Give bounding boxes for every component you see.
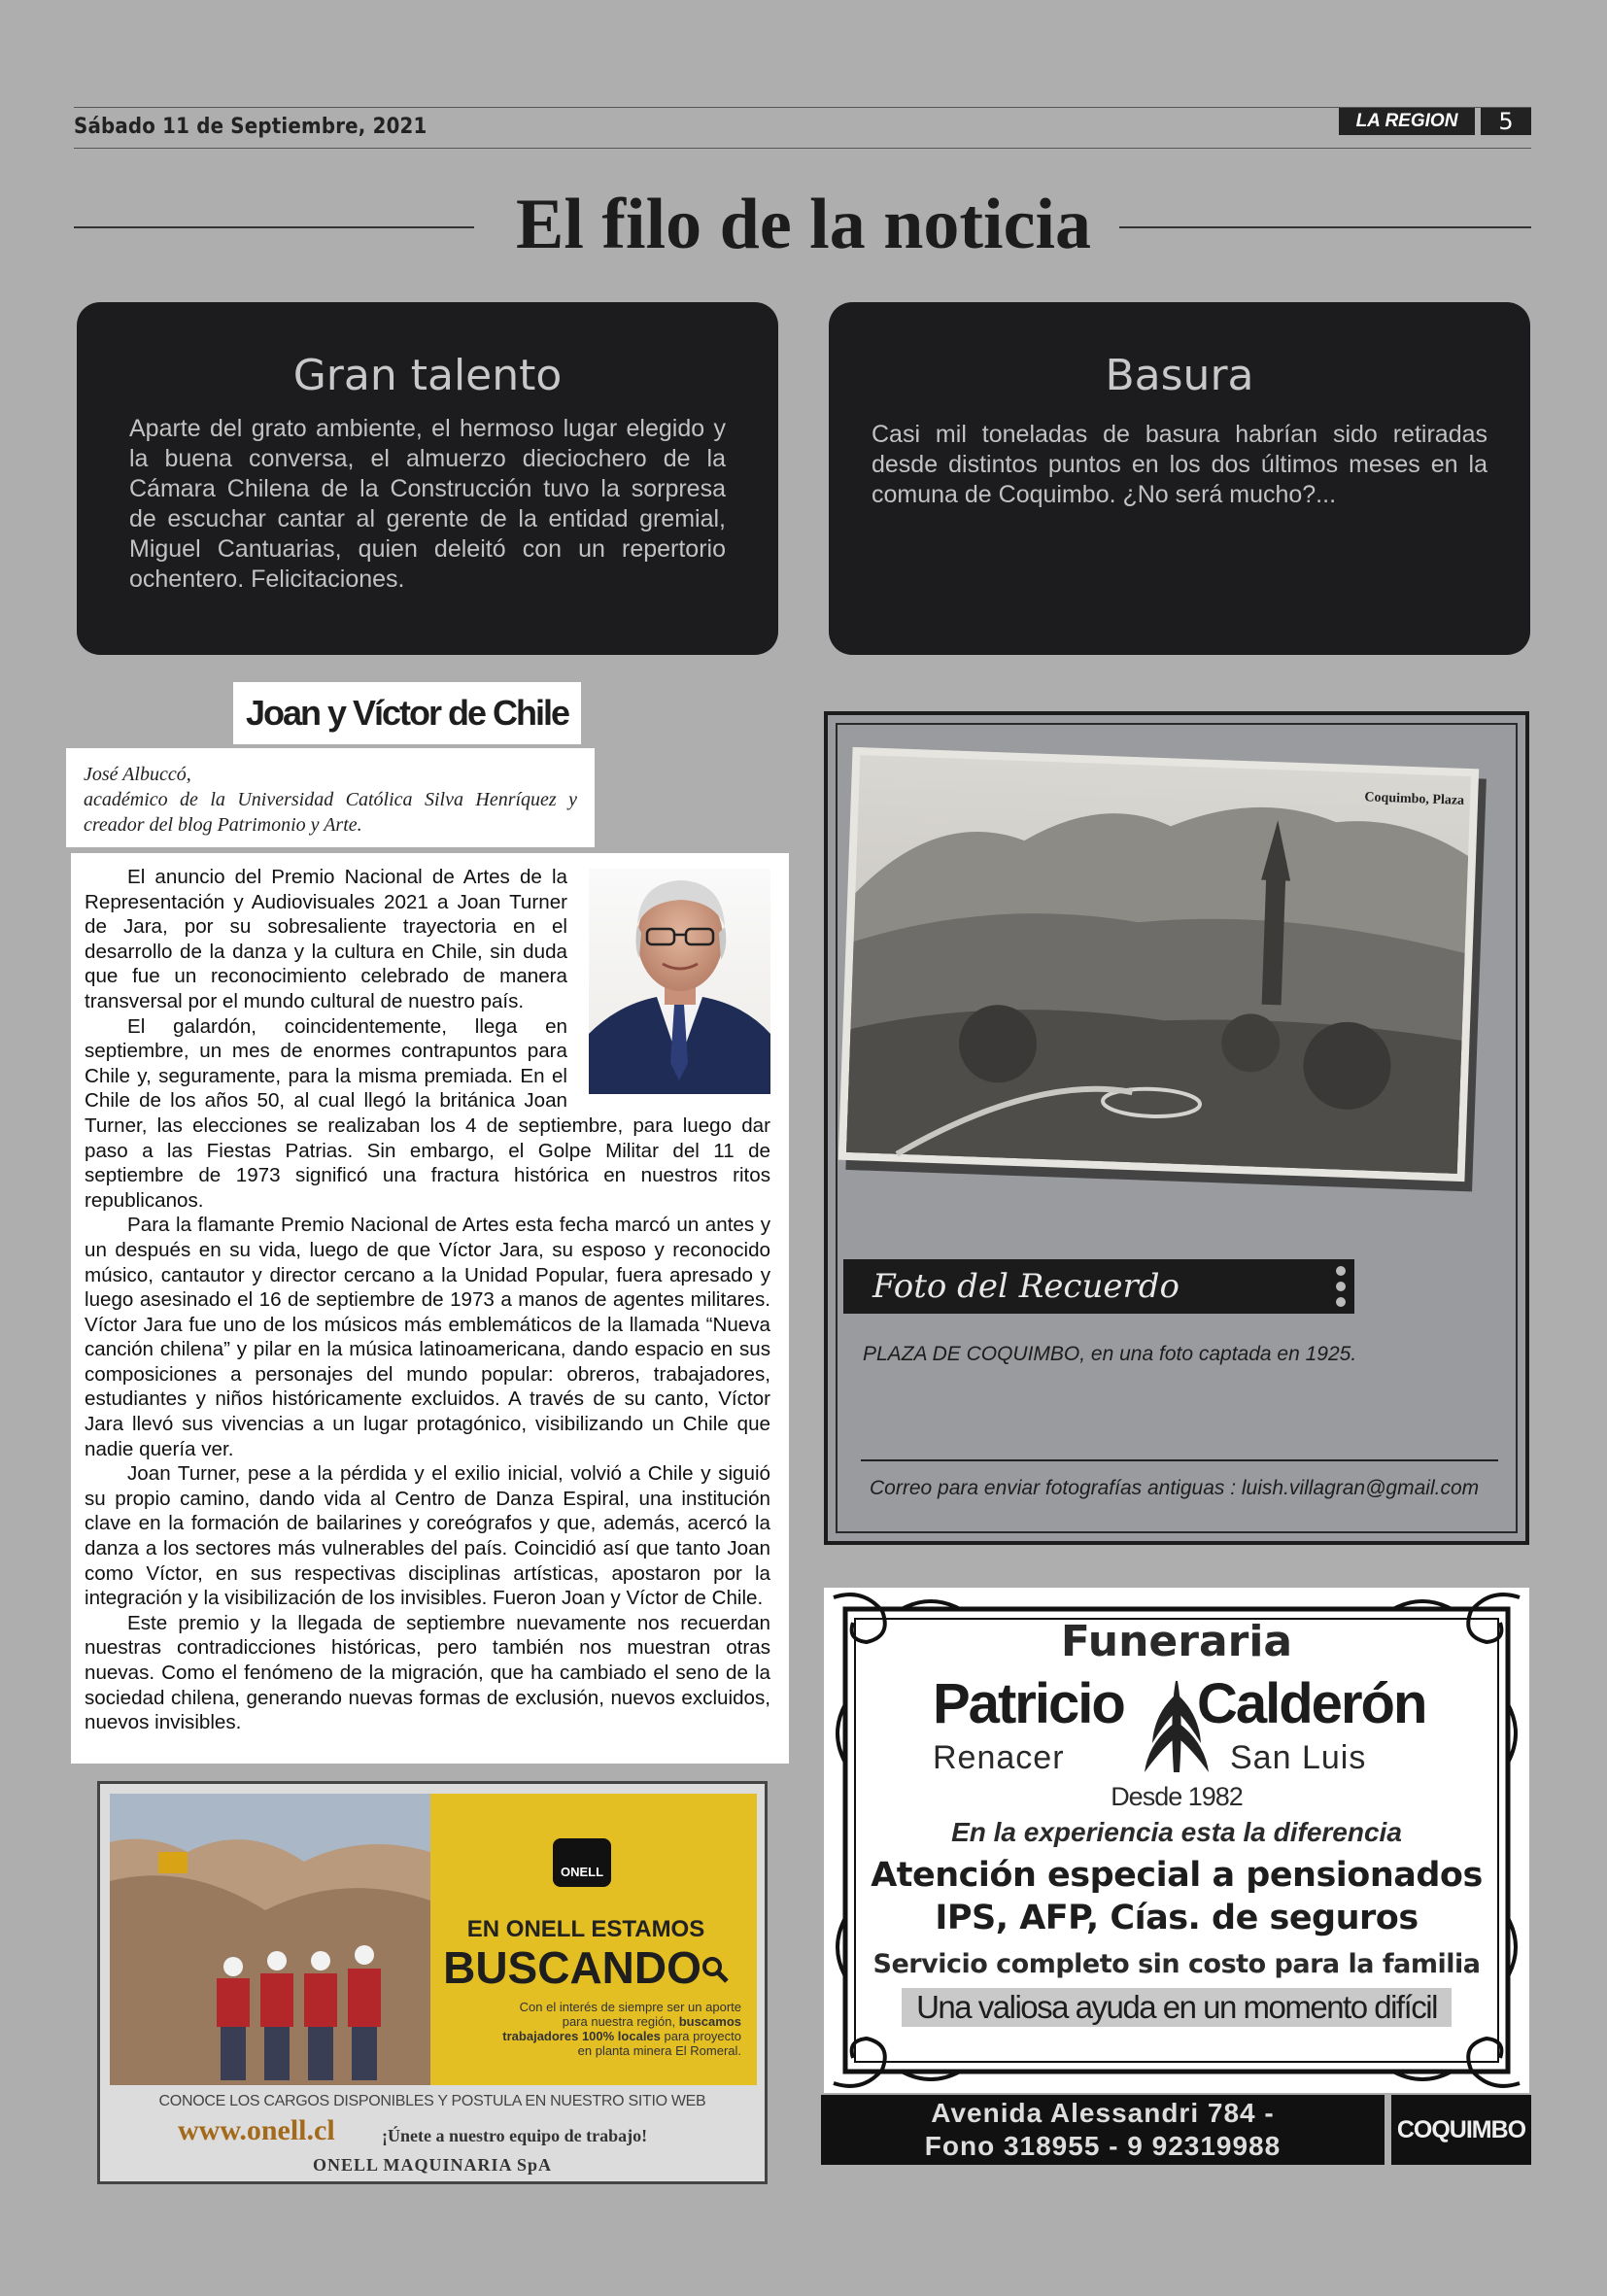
photo-inscription: Coquimbo, Plaza xyxy=(1364,790,1465,808)
foto-rule xyxy=(861,1459,1498,1461)
funeraria-name-right: Calderón xyxy=(1197,1672,1426,1735)
brief-text: Aparte del grato ambiente, el hermoso lugar elegido y la buena conversa, el almuerzo dieciochero de la Cámara Chilena de la Construcción tuvo la sorpresa de escuchar cantar al gerente de la entidad gremial, Miguel Cantuarias, quien deleitó con un repertorio ochentero. Felicitaciones. xyxy=(129,415,726,593)
article-paragraph: El galardón, coincidentemente, llega en septiembre, un mes de enormes contrapuntos para Chile y, seguramente, para la misma premiada. En el Chile de los años 50, al cual llegó la británica Joan Turner, las elecciones se realizaban los 4 de septiembre, para luego dar paso a las Fiestas Patrias. Sin embargo, el Golpe Militar del 11 de septiembre de 1973 significó una fractura histórica en nuestros ritos republicanos. xyxy=(85,1014,770,1212)
funeraria-attention-1: Atención especial a pensionados xyxy=(871,1856,1483,1895)
onell-slogan: ¡Únete a nuestro equipo de trabajo! xyxy=(382,2126,648,2145)
funeraria-help: Una valiosa ayuda en un momento difícil xyxy=(902,1988,1452,2027)
brief-gran-talento xyxy=(77,302,778,655)
funeraria-phone: Fono 318955 - 9 92319988 xyxy=(924,2131,1282,2161)
funeraria-branch-left: Renacer xyxy=(933,1739,1065,1776)
article-paragraph: El anuncio del Premio Nacional de Artes de la Representación y Audiovisuales 2021 a Joan Turner de Jara, por su sobresaliente trayectoria en el desarrollo de la danza y la cultura en Chile, sin duda que fue un reconocimiento celebrado de manera transversal por el mundo cultural de nuestro país. xyxy=(85,866,567,1012)
article-author xyxy=(66,748,595,847)
funeraria-address: Avenida Alessandri 784 - xyxy=(931,2098,1275,2128)
foto-caption: PLAZA DE COQUIMBO, en una foto captada en 1925. xyxy=(863,1343,1357,1365)
onell-logo: ONELL xyxy=(553,1838,611,1887)
funeraria-slogan: En la experiencia esta la diferencia xyxy=(951,1817,1402,1847)
onell-url[interactable]: www.onell.cl xyxy=(178,2114,335,2146)
brief-basura xyxy=(829,302,1530,655)
foto-recuerdo-label xyxy=(843,1259,1354,1314)
paper-logo: LA REGION xyxy=(1339,108,1475,135)
funeraria-since: Desde 1982 xyxy=(1111,1782,1243,1811)
brief-title: Gran talento xyxy=(292,351,563,400)
funeraria-name-left: Patricio xyxy=(933,1672,1124,1735)
onell-cta: CONOCE LOS CARGOS DISPONIBLES Y POSTULA EN NUESTRO SITIO WEB xyxy=(158,2093,706,2109)
funeraria-advertisement xyxy=(824,1588,1529,2093)
page-number: 5 xyxy=(1481,108,1531,135)
onell-headline-big xyxy=(430,1941,741,1994)
onell-body: Con el interés de siempre ser un aporte para nuestra región, buscamos trabajadores 100% locales para proyecto en planta minera El Romeral. xyxy=(502,2000,741,2058)
author-name: José Albuccó, xyxy=(84,764,191,785)
onell-headline: EN ONELL ESTAMOS xyxy=(466,1916,705,1942)
article-title: Joan y Víctor de Chile xyxy=(233,682,581,744)
funeraria-address-bar xyxy=(821,2095,1385,2165)
workers-photo xyxy=(110,1794,430,2085)
header-bottom-rule xyxy=(74,148,1531,149)
author-credentials: académico de la Universidad Católica Silva Henríquez y creador del blog Patrimonio y Arte. xyxy=(84,789,577,836)
brief-title: Basura xyxy=(1105,351,1254,400)
section-title: El filo de la noticia xyxy=(516,185,1091,264)
onell-company: ONELL MAQUINARIA SpA xyxy=(312,2155,553,2175)
historic-photo xyxy=(838,747,1479,1182)
article-paragraph: Para la flamante Premio Nacional de Artes esta fecha marcó un antes y un después en su vida, luego de que Víctor Jara, su esposo y reconocido músico, cantautor y director cercano a la Unidad Popular, fuera apresado y luego asesinado el 16 de septiembre de 1973 a manos de agentes militares. Víctor Jara fue uno de los músicos más emblemáticos de la llamada “Nueva canción chilena” y pilar en la música latinoamericana, dando espacio en sus composiciones a personajes del mundo popular: obreros, trabajadores, estudiantes y niños históricamente excluidos. A través de su canto, Víctor Jara llevó sus vivencias a un lugar protagónico, visibilizando un Chile que nadie quería ver. xyxy=(85,1214,770,1460)
issue-date: Sábado 11 de Septiembre, 2021 xyxy=(74,115,427,139)
onell-headline-big-text: BUSCANDO xyxy=(443,1942,701,1993)
brief-text: Casi mil toneladas de basura habrían sido retiradas desde distintos puntos en los dos últimos meses en la comuna de Coquimbo. ¿No será mucho?... xyxy=(872,421,1487,508)
funeraria-attention-2: IPS, AFP, Cías. de seguros xyxy=(935,1899,1419,1937)
onell-banner xyxy=(110,1794,757,2085)
article-paragraph: Este premio y la llegada de septiembre nuevamente nos recuerdan nuestras contradicciones históricas, pero también nos muestran otras nuevas. Como el fenómeno de la migración, que ha cambiado el seno de la sociedad chilena, generando nuevas formas de exclusión, nuevos excluidos, nuevos invisibles. xyxy=(85,1611,770,1734)
magnifier-icon xyxy=(701,1956,729,1983)
author-portrait xyxy=(589,869,770,1094)
foto-email-line: Correo para enviar fotografías antiguas : luish.villagran@gmail.com xyxy=(870,1477,1480,1499)
header-top-rule xyxy=(74,107,1531,108)
article-body xyxy=(71,853,789,1764)
onell-advertisement xyxy=(97,1781,768,2184)
dots-icon xyxy=(1335,1265,1347,1308)
foto-label-text: Foto del Recuerdo xyxy=(872,1267,1180,1306)
funeraria-title: Funeraria xyxy=(1060,1617,1293,1666)
funeraria-city: COQUIMBO xyxy=(1391,2095,1531,2165)
funeraria-branch-right: San Luis xyxy=(1230,1739,1367,1776)
article-paragraph: Joan Turner, pese a la pérdida y el exilio inicial, volvió a Chile y siguió su propio camino, dando vida al Centro de Danza Espiral, una institución clave en la formación de bailarines y coreógrafos y que, además, acercó la danza a los sectores más vulnerables del país. Coincidió así que tanto Joan como Víctor, en sus respectivas disciplinas artísticas, apostaron por la integración y la visibilización de los invisibles. Fueron Joan y Víctor de Chile. xyxy=(85,1462,770,1610)
funeraria-service: Servicio completo sin costo para la familia xyxy=(872,1949,1481,1979)
